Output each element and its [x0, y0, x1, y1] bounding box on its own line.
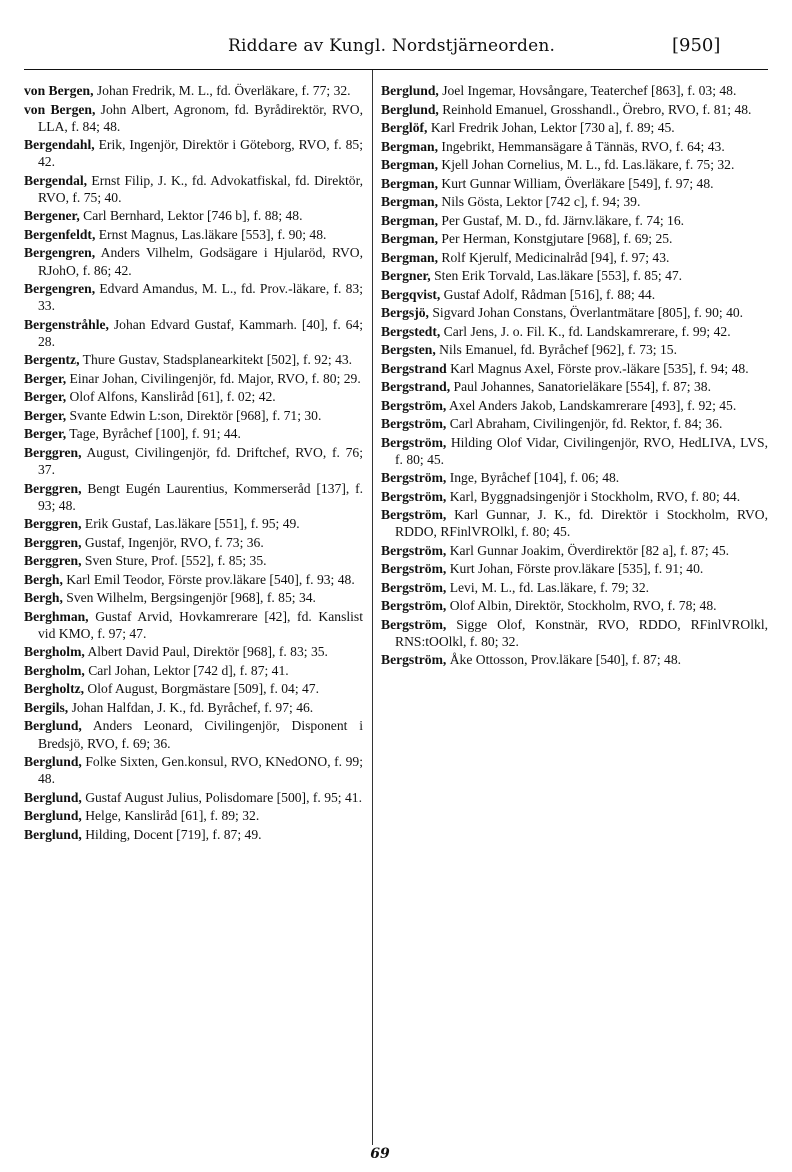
entry-details: Nils Gösta, Lektor [742 c], f. 94; 39. — [438, 194, 641, 209]
entry-details: Helge, Kanslіråd [61], f. 89; 32. — [81, 808, 260, 824]
entry-details: Johan Edvard Gustaf, Kammarh. [40], f. 64; 28. — [38, 316, 363, 349]
register-entry — [381, 138, 768, 155]
register-entry — [381, 286, 768, 303]
entry-details: Olof August, Borgmästare [509], f. 04; 47. — [84, 681, 320, 697]
entry-details: August, Civilingenjör, fd. Driftchef, RVO, f. 76; 37. — [38, 444, 363, 478]
entry-surname: Berger, — [24, 407, 67, 423]
register-entry — [24, 351, 363, 368]
entry-details: Anders Vilhelm, Godsägare i Hjularöd, RVO, RJohO, f. 86; 42. — [38, 245, 363, 278]
entry-surname: Berglöf, — [381, 120, 428, 135]
register-entry — [381, 434, 768, 468]
register-entry — [381, 597, 768, 614]
register-entry — [24, 807, 363, 824]
register-entry — [24, 280, 363, 314]
entry-details: Carl Abraham, Civilingenjör, fd. Rektor, f. 84; 36. — [446, 416, 723, 431]
register-entry — [24, 826, 363, 843]
entry-surname: Bergström, — [381, 598, 447, 614]
entry-details: Karl Gunnar Joakim, Överdirektör [82 a], f. 87; 45. — [446, 542, 730, 558]
entry-details: Thure Gustav, Stadsplanearkitekt [502], f. 92; 43. — [79, 352, 353, 368]
entry-details: Folke Sixten, Gen.konsul, RVO, KNedONO, f. 99; 48. — [38, 754, 363, 787]
register-entry — [381, 360, 768, 377]
register-entry — [24, 515, 363, 532]
entry-details: Ernst Magnus, Las.läkare [553], f. 90; 48. — [95, 226, 327, 242]
entry-surname: Berggren, — [24, 444, 82, 460]
register-entry — [24, 699, 363, 716]
entry-details: Gustaf August Julius, Polisdomare [500], f. 95; 41. — [81, 789, 362, 805]
register-entry — [24, 662, 363, 679]
entry-surname: Bergh, — [24, 571, 63, 587]
entry-surname: Bergman, — [381, 231, 439, 246]
entry-surname: Berger, — [24, 389, 67, 405]
entry-surname: von Bergen, — [24, 83, 94, 98]
entry-surname: Bergström, — [381, 416, 447, 431]
entry-details: Johan Fredrik, M. L., fd. Överläkare, f. 77; 32. — [93, 83, 351, 98]
entry-details: Per Herman, Konstgjutare [968], f. 69; 25. — [438, 231, 673, 246]
left-column — [24, 82, 363, 844]
entry-details: Sten Erik Torvald, Las.läkare [553], f. 85; 47. — [430, 268, 683, 283]
entry-surname: Bergh, — [24, 590, 63, 606]
register-entry — [24, 407, 363, 424]
entry-surname: Bergqvist, — [381, 286, 441, 302]
register-entry — [381, 341, 768, 358]
entry-details: Rolf Kjerulf, Medicinalråd [94], f. 97; 43. — [438, 249, 670, 265]
register-entry — [24, 589, 363, 606]
entry-surname: Berggren, — [24, 516, 82, 532]
entry-surname: Bergholm, — [24, 662, 85, 678]
register-entry — [24, 552, 363, 569]
entry-surname: Bergsjö, — [381, 305, 429, 320]
entry-surname: Bergenfeldt, — [24, 226, 96, 242]
register-entry — [381, 249, 768, 266]
register-entry — [24, 425, 363, 442]
register-entry — [381, 267, 768, 284]
register-entry — [381, 579, 768, 596]
entry-details: Einar Johan, Civilingenjör, fd. Major, RVO, f. 80; 29. — [66, 370, 361, 386]
entry-details: Sigvard Johan Constans, Överlantmätare [805], f. 90; 40. — [428, 305, 744, 320]
running-header-title: Riddare av Kungl. Nordstjärneorden. — [228, 36, 556, 56]
entry-details: Olof Alfons, Kansliråd [61], f. 02; 42. — [66, 389, 276, 405]
register-entry — [24, 444, 363, 478]
entry-details: Åke Ottosson, Prov.läkare [540], f. 87; 48. — [446, 652, 682, 668]
register-entry — [24, 172, 363, 206]
entry-details: Carl Johan, Lektor [742 d], f. 87; 41. — [84, 662, 289, 678]
entry-surname: Bergström, — [381, 488, 447, 504]
column-divider — [372, 70, 373, 1145]
entry-surname: Bergman, — [381, 175, 439, 191]
register-entry — [381, 469, 768, 486]
register-entry — [24, 207, 363, 224]
entry-surname: Berghman, — [24, 608, 89, 624]
entry-details: Axel Anders Jakob, Landskamrerare [493], f. 92; 45. — [446, 397, 737, 413]
register-entry — [381, 193, 768, 210]
entry-surname: Bergendahl, — [24, 137, 95, 153]
entry-surname: Bergstrand, — [381, 379, 451, 394]
entry-surname: Berger, — [24, 426, 67, 442]
entry-details: Svante Edwin L:son, Direktör [968], f. 71; 30. — [66, 407, 322, 423]
entry-surname: Bergström, — [381, 652, 447, 668]
entry-surname: Berglund, — [24, 826, 82, 842]
entry-details: Gustaf Arvid, Hovkamrerare [42], fd. Kanslist vid KMO, f. 97; 47. — [38, 608, 363, 641]
entry-details: Inge, Byråchef [104], f. 06; 48. — [446, 470, 620, 486]
entry-details: Hilding, Docent [719], f. 87; 49. — [81, 826, 262, 842]
entry-details: Karl, Byggnadsingenjör i Stockholm, RVO, f. 80; 44. — [446, 488, 741, 504]
entry-surname: Berglund, — [24, 789, 82, 805]
register-entry — [24, 370, 363, 387]
running-header-page-number: [950] — [672, 35, 721, 56]
entry-surname: Berglund, — [24, 718, 82, 734]
register-entry — [381, 542, 768, 559]
entry-surname: Berggren, — [24, 480, 82, 496]
register-entry — [24, 136, 363, 170]
entry-surname: Bergholtz, — [24, 681, 85, 697]
entry-surname: Bergman, — [381, 138, 439, 154]
entry-details: Bengt Eugén Laurentius, Kommerseråd [137], f. 93; 48. — [38, 480, 363, 513]
register-entry — [381, 506, 768, 540]
entry-details: Paul Johannes, Sanatorieläkare [554], f. 87; 38. — [450, 379, 711, 394]
entry-surname: Berggren, — [24, 534, 82, 550]
entry-details: Karl Fredrik Johan, Lektor [730 a], f. 89; 45. — [427, 120, 675, 135]
register-entry — [24, 534, 363, 551]
entry-surname: Bergman, — [381, 212, 439, 228]
register-entry — [24, 480, 363, 514]
entry-details: Sigge Olof, Konstnär, RVO, RDDO, RFinlVROlkl, RNS:tOOlkl, f. 80; 32. — [395, 616, 768, 649]
entry-surname: Berger, — [24, 370, 67, 386]
entry-details: Gustaf Adolf, Rådman [516], f. 88; 44. — [440, 286, 656, 302]
entry-details: Joel Ingemar, Hovsångare, Teaterchef [863], f. 03; 48. — [438, 83, 737, 98]
entry-details: Carl Bernhard, Lektor [746 b], f. 88; 48. — [79, 208, 303, 224]
register-entry — [24, 316, 363, 350]
entry-details: Olof Albin, Direktör, Stockholm, RVO, f. 78; 48. — [446, 598, 717, 614]
right-column — [381, 82, 768, 670]
register-entry — [381, 651, 768, 668]
entry-details: Edvard Amandus, M. L., fd. Prov.-läkare, f. 83; 33. — [38, 281, 363, 314]
entry-surname: Bergils, — [24, 699, 69, 715]
entry-surname: Berglund, — [381, 101, 439, 117]
entry-details: Karl Gunnar, J. K., fd. Direktör i Stockholm, RVO, RDDO, RFinlVROlkl, f. 80; 45. — [395, 507, 768, 540]
entry-surname: Bergstrand — [381, 360, 447, 376]
entry-details: Tage, Byråchef [100], f. 91; 44. — [66, 426, 241, 442]
entry-details: Nils Emanuel, fd. Byråchef [962], f. 73; 15. — [435, 342, 677, 357]
entry-surname: Bergström, — [381, 507, 447, 523]
entry-surname: Bergström, — [381, 434, 447, 450]
entry-details: Per Gustaf, M. D., fd. Järnv.läkare, f. 74; 16. — [438, 212, 685, 228]
register-entry — [381, 378, 768, 395]
entry-surname: Bergengren, — [24, 281, 96, 297]
register-entry — [24, 244, 363, 278]
entry-surname: Bergman, — [381, 157, 439, 172]
entry-surname: Bergner, — [381, 268, 431, 283]
entry-surname: Bergström, — [381, 397, 447, 413]
entry-surname: Bergström, — [381, 561, 447, 577]
entry-surname: Bergentz, — [24, 352, 80, 368]
register-entry — [24, 643, 363, 660]
entry-surname: Bergholm, — [24, 644, 85, 660]
entry-surname: Bergengren, — [24, 245, 96, 261]
entry-details: Albert David Paul, Direktör [968], f. 83; 35. — [84, 644, 328, 660]
page-folio: 69 — [370, 1146, 390, 1162]
entry-surname: Bergstedt, — [381, 323, 441, 339]
entry-details: Erik Gustaf, Las.läkare [551], f. 95; 49. — [81, 516, 300, 532]
register-entry — [381, 119, 768, 136]
register-entry — [381, 212, 768, 229]
register-entry — [381, 82, 768, 99]
entry-surname: Bergman, — [381, 194, 439, 209]
register-entry — [381, 323, 768, 340]
entry-surname: Bergström, — [381, 579, 447, 595]
entry-details: Sven Sture, Prof. [552], f. 85; 35. — [81, 553, 267, 569]
register-entry — [24, 789, 363, 806]
entry-surname: Berggren, — [24, 553, 82, 569]
register-entry — [381, 415, 768, 432]
entry-details: Kurt Gunnar William, Överläkare [549], f. 97; 48. — [438, 175, 714, 191]
entry-surname: Bergenstråhle, — [24, 316, 109, 332]
entry-details: John Albert, Agronom, fd. Byrådirektör, RVO, LLA, f. 84; 48. — [38, 101, 363, 134]
entry-details: Hilding Olof Vidar, Civilingenjör, RVO, HedLIVA, LVS, f. 80; 45. — [395, 434, 768, 467]
entry-surname: Bergsten, — [381, 342, 436, 357]
entry-details: Anders Leonard, Civilingenjör, Disponent i Bredsjö, RVO, f. 69; 36. — [38, 718, 363, 751]
entry-details: Levi, M. L., fd. Las.läkare, f. 79; 32. — [446, 579, 650, 595]
entry-surname: Bergman, — [381, 249, 439, 265]
entry-details: Karl Magnus Axel, Förste prov.-läkare [535], f. 94; 48. — [446, 360, 749, 376]
entry-details: Carl Jens, J. o. Fil. K., fd. Landskamrerare, f. 99; 42. — [440, 323, 731, 339]
entry-surname: Bergström, — [381, 616, 447, 632]
entry-details: Karl Emil Teodor, Förste prov.läkare [540], f. 93; 48. — [62, 571, 355, 587]
header-rule — [24, 69, 768, 70]
entry-details: Kurt Johan, Förste prov.läkare [535], f. 91; 40. — [446, 561, 704, 577]
register-entry — [24, 608, 363, 642]
entry-surname: Berglund, — [24, 754, 82, 770]
entry-details: Gustaf, Ingenjör, RVO, f. 73; 36. — [81, 534, 264, 550]
entry-surname: Bergström, — [381, 470, 447, 486]
register-entry — [24, 571, 363, 588]
register-entry — [381, 616, 768, 650]
entry-surname: Bergström, — [381, 542, 447, 558]
register-entry — [381, 397, 768, 414]
register-entry — [381, 156, 768, 173]
register-entry — [24, 82, 363, 99]
entry-surname: von Bergen, — [24, 101, 96, 117]
entry-details: Ernst Filip, J. K., fd. Advokatfiskal, fd. Direktör, RVO, f. 75; 40. — [38, 172, 363, 205]
entry-details: Sven Wilhelm, Bergsingenjör [968], f. 85; 34. — [62, 590, 316, 606]
entry-surname: Berglund, — [24, 808, 82, 824]
entry-surname: Bergendal, — [24, 172, 88, 188]
register-entry — [381, 304, 768, 321]
entry-details: Johan Halfdan, J. K., fd. Byråchef, f. 97; 46. — [68, 699, 314, 715]
entry-details: Erik, Ingenjör, Direktör i Göteborg, RVO, f. 85; 42. — [38, 137, 363, 170]
entry-details: Ingebrikt, Hemmansägare å Tännäs, RVO, f. 64; 43. — [438, 138, 725, 154]
register-entry — [381, 560, 768, 577]
register-entry — [381, 175, 768, 192]
register-entry — [381, 230, 768, 247]
register-entry — [24, 753, 363, 787]
register-entry — [381, 488, 768, 505]
entry-details: Reinhold Emanuel, Grosshandl., Örebro, RVO, f. 81; 48. — [438, 101, 752, 117]
register-entry — [24, 388, 363, 405]
register-entry — [24, 226, 363, 243]
register-entry — [24, 101, 363, 135]
register-entry — [24, 680, 363, 697]
entry-surname: Bergener, — [24, 208, 80, 224]
entry-surname: Berglund, — [381, 83, 439, 98]
entry-details: Kjell Johan Cornelius, M. L., fd. Las.läkare, f. 75; 32. — [438, 157, 735, 172]
register-entry — [24, 717, 363, 751]
register-entry — [381, 101, 768, 118]
